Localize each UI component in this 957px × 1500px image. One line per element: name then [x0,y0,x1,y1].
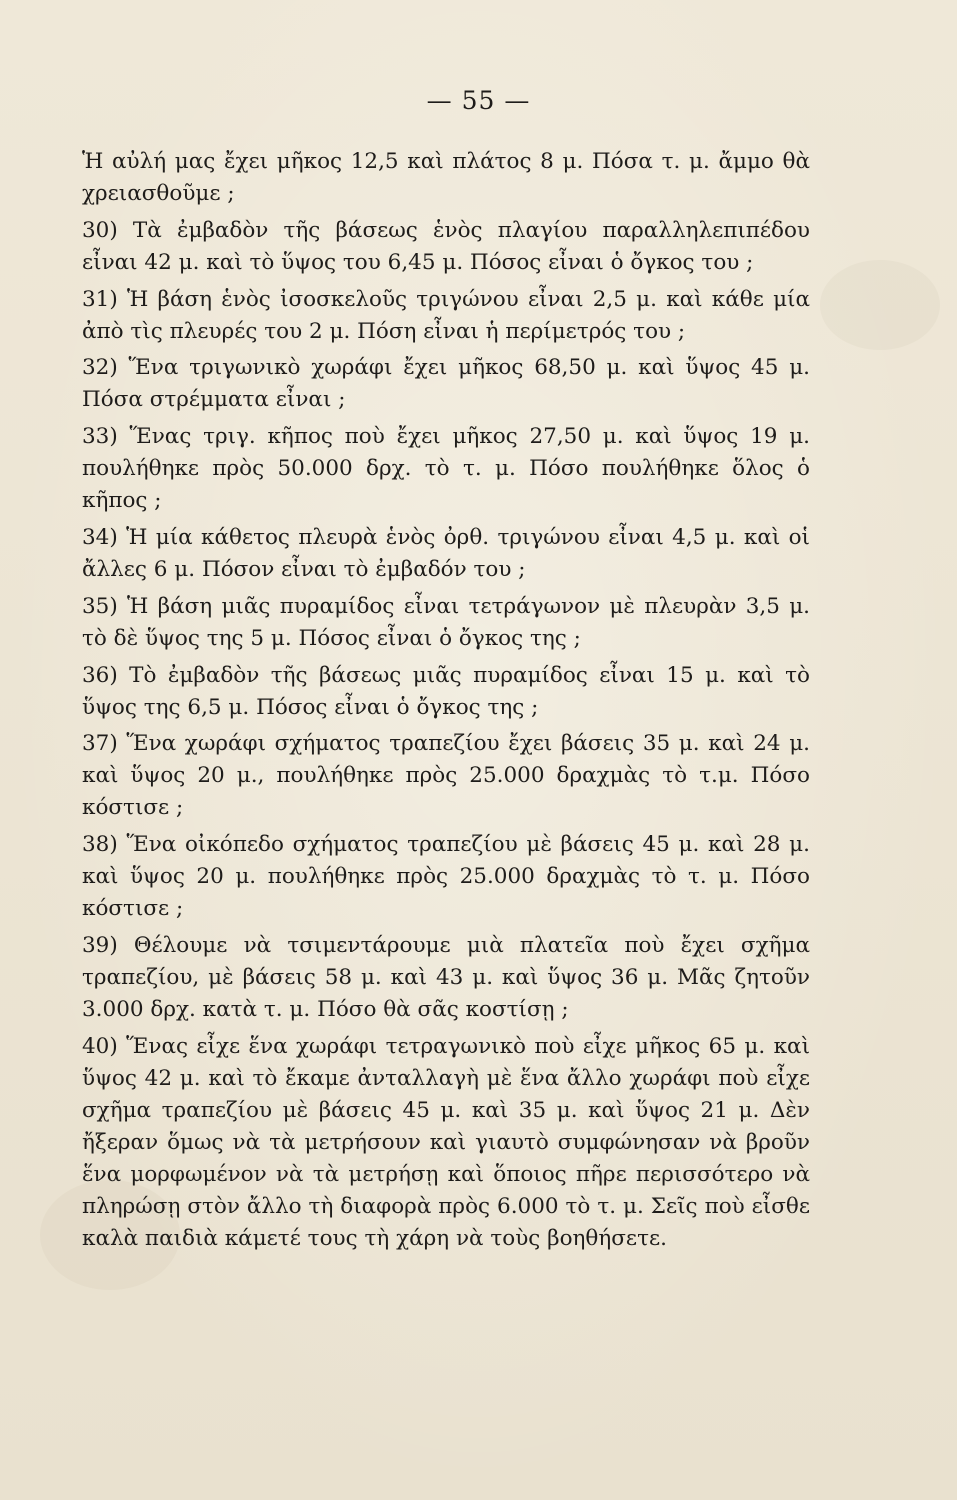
paragraph-29-continued: Ἡ αὐλή μας ἔχει μῆκος 12,5 καὶ πλάτος 8 μ. Πόσα τ. μ. ἄμμο θὰ χρειασθοῦμε ; [82,149,810,206]
exercise-38: 38) Ἕνα οἰκόπεδο σχήματος τραπεζίου μὲ βάσεις 45 μ. καὶ 28 μ. καὶ ὕψος 20 μ. πουλήθηκε πρὸς 25.000 δραχμὰς τὸ τ. μ. Πόσο κόστισε ; [82,832,810,922]
exercise-39: 39) Θέλουμε νὰ τσιμεντάρουμε μιὰ πλατεῖα ποὺ ἔχει σχῆμα τραπεζίου, μὲ βάσεις 58 μ. καὶ 43 μ. καὶ ὕψος 36 μ. Μᾶς ζητοῦν 3.000 δρχ. κατὰ τ. μ. Πόσο θὰ σᾶς κοστίσῃ ; [82,932,810,1022]
page-number: — 55 — [426,86,531,115]
exercise-text [82,146,810,1260]
exercise-37: 37) Ἕνα χωράφι σχήματος τραπεζίου ἔχει βάσεις 35 μ. καὶ 24 μ. καὶ ὕψος 20 μ., πουλήθηκε πρὸς 25.000 δραχμὰς τὸ τ.μ. Πόσο κόστισε ; [82,731,810,821]
paper-stain [820,260,940,350]
exercise-31: 31) Ἡ βάση ἑνὸς ἰσοσκελοῦς τριγώνου εἶναι 2,5 μ. καὶ κάθε μία ἀπὸ τὶς πλευρές του 2 μ. Πόση εἶναι ἡ περίμετρός του ; [82,286,810,344]
exercise-40: 40) Ἕνας εἶχε ἕνα χωράφι τετραγωνικὸ ποὺ εἶχε μῆκος 65 μ. καὶ ὕψος 42 μ. καὶ τὸ ἔκαμε ἀνταλλαγὴ μὲ ἕνα ἄλλο χωράφι ποὺ εἶχε σχῆμα τραπεζίου μὲ βάσεις 45 μ. καὶ 35 μ. καὶ ὕψος 21 μ. Δὲν ἤξεραν ὅμως νὰ τὰ μετρήσουν καὶ γιαυτὸ συμφώνησαν νὰ βροῦν ἕνα μορφωμένον νὰ τὰ μετρήσῃ καὶ ὅποιος πῆρε περισσότερο νὰ πληρώσῃ στὸν ἄλλο τὴ διαφορὰ πρὸς 6.000 τὸ τ. μ. Σεῖς ποὺ εἶσθε καλὰ παιδιὰ κάμετέ τους τὴ χάρη νὰ τοὺς βοηθήσετε. [82,1033,810,1251]
exercise-30: 30) Τὰ ἐμβαδὸν τῆς βάσεως ἑνὸς πλαγίου παραλληλεπιπέδου εἶναι 42 μ. καὶ τὸ ὕψος του 6,45 μ. Πόσος εἶναι ὁ ὄγκος του ; [82,217,810,275]
exercise-34: 34) Ἡ μία κάθετος πλευρὰ ἑνὸς ὀρθ. τριγώνου εἶναι 4,5 μ. καὶ οἱ ἄλλες 6 μ. Πόσον εἶναι τὸ ἐμβαδόν του ; [82,524,810,582]
exercise-36: 36) Τὸ ἐμβαδὸν τῆς βάσεως μιᾶς πυραμίδος εἶναι 15 μ. καὶ τὸ ὕψος της 6,5 μ. Πόσος εἶναι ὁ ὄγκος της ; [82,662,810,720]
exercise-32: 32) Ἕνα τριγωνικὸ χωράφι ἔχει μῆκος 68,50 μ. καὶ ὕψος 45 μ. Πόσα στρέμματα εἶναι ; [82,355,810,413]
exercise-33: 33) Ἕνας τριγ. κῆπος ποὺ ἔχει μῆκος 27,50 μ. καὶ ὕψος 19 μ. πουλήθηκε πρὸς 50.000 δρχ. τὸ τ. μ. Πόσο πουλήθηκε ὅλος ὁ κῆπος ; [82,424,810,514]
exercise-35: 35) Ἡ βάση μιᾶς πυραμίδος εἶναι τετράγωνον μὲ πλευρὰν 3,5 μ. τὸ δὲ ὕψος της 5 μ. Πόσος εἶναι ὁ ὄγκος της ; [82,593,810,651]
